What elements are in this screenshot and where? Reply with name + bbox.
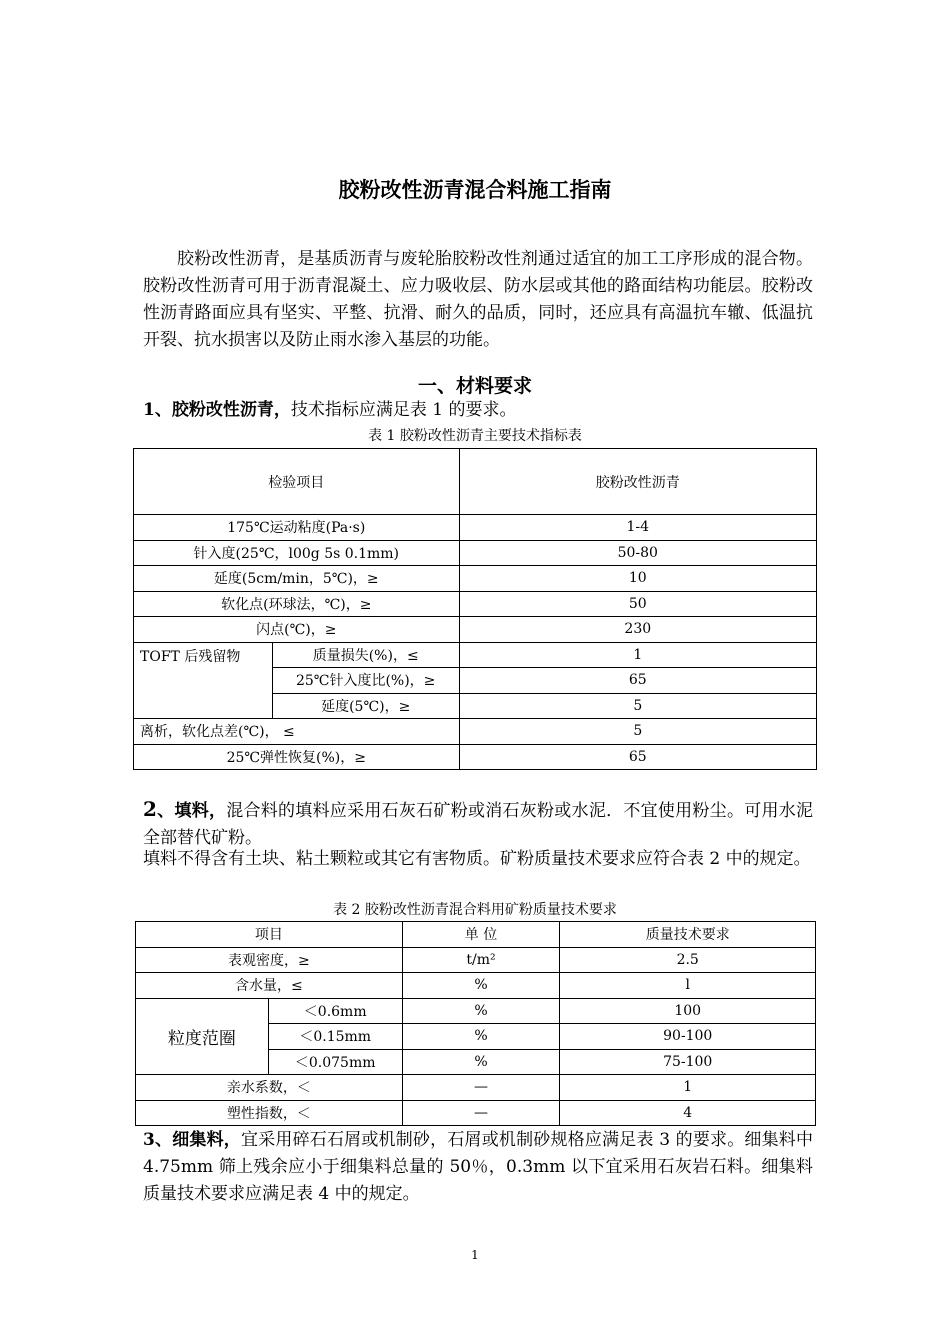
table-1-header-item: 检验项目: [134, 449, 460, 515]
table-cell: 5: [459, 693, 816, 719]
table-2-header-row: [136, 922, 816, 948]
table-row: [134, 540, 817, 566]
table-cell: %: [402, 973, 560, 999]
table-cell: %: [402, 1049, 560, 1075]
item-1-text: 技术指标应满足表 1 的要求。: [290, 400, 517, 420]
table-cell: t/m²: [402, 947, 560, 973]
table-1-header-row: [134, 449, 817, 515]
table-cell: 离析，软化点差(℃)， ≤: [134, 719, 460, 745]
item-2-number: 2: [143, 797, 157, 821]
table-cell: 延度(5cm/min，5℃)，≥: [134, 566, 460, 592]
item-3-text: 宜采用碎石石屑或机制砂，石屑或机制砂规格应满足表 3 的要求。细集料中 4.75mm 筛上残余应小于细集料总量的 50％，0.3mm 以下宜采用石灰岩石料。细集料质量技术要求应满足表 4 中的规定。: [143, 1130, 813, 1204]
table-cell: —: [402, 1075, 560, 1101]
item-2-paragraph-2: 填料不得含有土块、粘土颗粒或其它有害物质。矿粉质量技术要求应符合表 2 中的规定。: [143, 849, 811, 869]
table-cell: 亲水系数，＜: [136, 1075, 403, 1101]
table-cell: 软化点(环球法，℃)，≥: [134, 591, 460, 617]
item-1-heading: 1、胶粉改性沥青，: [143, 400, 291, 420]
table-cell: 1-4: [459, 515, 816, 541]
table-row: [134, 566, 817, 592]
table-1-caption: 表 1 胶粉改性沥青主要技术指标表: [368, 428, 582, 444]
table-cell: 塑性指数，＜: [136, 1100, 403, 1126]
table-cell: ＜0.15mm: [268, 1024, 402, 1050]
table-cell: 25℃弹性恢复(%)，≥: [134, 744, 460, 770]
item-1-line: [143, 398, 813, 422]
table-cell: l: [560, 973, 816, 999]
table-cell: 10: [459, 566, 816, 592]
table-cell: 75-100: [560, 1049, 816, 1075]
table-2-header-item: 项目: [136, 922, 403, 948]
table-cell: 65: [459, 744, 816, 770]
table-cell: ＜0.6mm: [268, 998, 402, 1024]
page-number: 1: [471, 1248, 479, 1262]
table-row: [134, 617, 817, 643]
table-row: [136, 1100, 816, 1126]
table-cell: 针入度(25℃，l00g 5s 0.1mm): [134, 540, 460, 566]
table-cell: 1: [560, 1075, 816, 1101]
table-1-asphalt-specs: [133, 448, 817, 770]
table-cell: %: [402, 998, 560, 1024]
table-cell: 50: [459, 591, 816, 617]
table-cell: 4: [560, 1100, 816, 1126]
table-row: [134, 719, 817, 745]
table-cell: 5: [459, 719, 816, 745]
table-cell: 2.5: [560, 947, 816, 973]
table-cell: 25℃针入度比(%)，≥: [272, 668, 459, 694]
table-cell: 90-100: [560, 1024, 816, 1050]
table-cell: 表观密度，≥: [136, 947, 403, 973]
item-2-heading: 、填料，: [156, 801, 227, 821]
table-2-header-unit: 单 位: [402, 922, 560, 948]
table-cell: 质量损失(%)，≤: [272, 642, 459, 668]
table-2-header-value: 质量技术要求: [560, 922, 816, 948]
table-row: [134, 515, 817, 541]
section-heading-materials: 一、材料要求: [417, 375, 532, 397]
toft-group-label: TOFT 后残留物: [134, 642, 273, 719]
item-3-paragraph: [143, 1127, 813, 1208]
table-cell: ＜0.075mm: [268, 1049, 402, 1075]
table-row: [134, 642, 817, 668]
table-cell: 1: [459, 642, 816, 668]
table-row: [136, 947, 816, 973]
item-2-paragraph: [143, 796, 813, 852]
table-cell: 230: [459, 617, 816, 643]
item-3-heading: 3、细集料，: [143, 1130, 241, 1150]
table-cell: 闪点(℃)，≥: [134, 617, 460, 643]
table-cell: 含水量，≤: [136, 973, 403, 999]
table-cell: —: [402, 1100, 560, 1126]
item-2-text: 混合料的填料应采用石灰石矿粉或消石灰粉或水泥．不宜使用粉尘。可用水泥全部替代矿粉。: [143, 801, 814, 848]
table-cell: 延度(5℃)，≥: [272, 693, 459, 719]
document-title: 胶粉改性沥青混合料施工指南: [338, 177, 612, 202]
table-cell: 65: [459, 668, 816, 694]
table-row: [136, 1075, 816, 1101]
table-row: [134, 744, 817, 770]
table-cell: 100: [560, 998, 816, 1024]
table-cell: 50-80: [459, 540, 816, 566]
table-cell: %: [402, 1024, 560, 1050]
table-2-mineral-powder-specs: [135, 921, 816, 1126]
grain-group-label: 粒度范圈: [136, 998, 269, 1075]
table-row: [134, 591, 817, 617]
intro-paragraph: 胶粉改性沥青，是基质沥青与废轮胎胶粉改性剂通过适宜的加工工序形成的混合物。胶粉改性沥青可用于沥青混凝土、应力吸收层、防水层或其他的路面结构功能层。胶粉改性沥青路面应具有坚实、平整、抗滑、耐久的品质，同时，还应具有高温抗车辙、低温抗开裂、抗水损害以及防止雨水渗入基层的功能。: [143, 249, 813, 350]
table-row: [136, 998, 816, 1024]
table-cell: 175℃运动粘度(Pa·s): [134, 515, 460, 541]
table-1-header-value: 胶粉改性沥青: [459, 449, 816, 515]
table-2-caption: 表 2 胶粉改性沥青混合料用矿粉质量技术要求: [333, 902, 617, 918]
table-row: [136, 973, 816, 999]
